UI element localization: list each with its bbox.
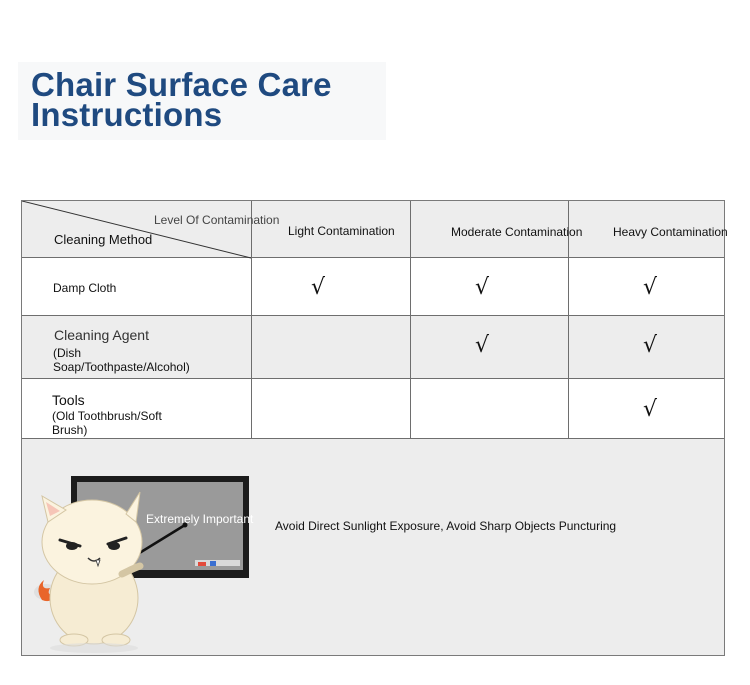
mascot-drawing xyxy=(30,470,260,655)
row-label-damp-cloth: Damp Cloth xyxy=(53,281,117,295)
column-header-moderate: Moderate Contamination xyxy=(451,225,583,239)
important-badge: Extremely Important xyxy=(146,512,254,526)
row-label-tools: Tools xyxy=(52,392,85,408)
row-sublabel-tools: (Old Toothbrush/Soft Brush) xyxy=(52,409,162,437)
row-sublabel-cleaning-agent: (Dish Soap/Toothpaste/Alcohol) xyxy=(53,346,190,374)
row-divider xyxy=(22,315,724,316)
row-divider xyxy=(22,438,724,439)
row-divider xyxy=(22,378,724,379)
column-divider xyxy=(410,201,411,438)
notice-text: Avoid Direct Sunlight Exposure, Avoid Sharp Objects Puncturing xyxy=(275,519,617,533)
check-mark: √ xyxy=(311,275,326,300)
check-mark: √ xyxy=(643,333,658,358)
header-diagonal-line xyxy=(22,201,252,259)
check-mark: √ xyxy=(643,397,658,422)
level-of-contamination-label: Level Of Contamination xyxy=(154,213,280,227)
mascot-illustration xyxy=(30,470,260,655)
check-mark: √ xyxy=(475,333,490,358)
title-text: Chair Surface Care Instructions xyxy=(31,66,332,133)
cleaning-method-label: Cleaning Method xyxy=(54,232,153,247)
column-header-heavy: Heavy Contamination xyxy=(613,225,728,239)
check-mark: √ xyxy=(475,275,490,300)
column-header-light: Light Contamination xyxy=(288,224,395,238)
check-mark: √ xyxy=(643,275,658,300)
row-label-cleaning-agent: Cleaning Agent xyxy=(54,327,149,343)
page-title xyxy=(31,66,351,133)
